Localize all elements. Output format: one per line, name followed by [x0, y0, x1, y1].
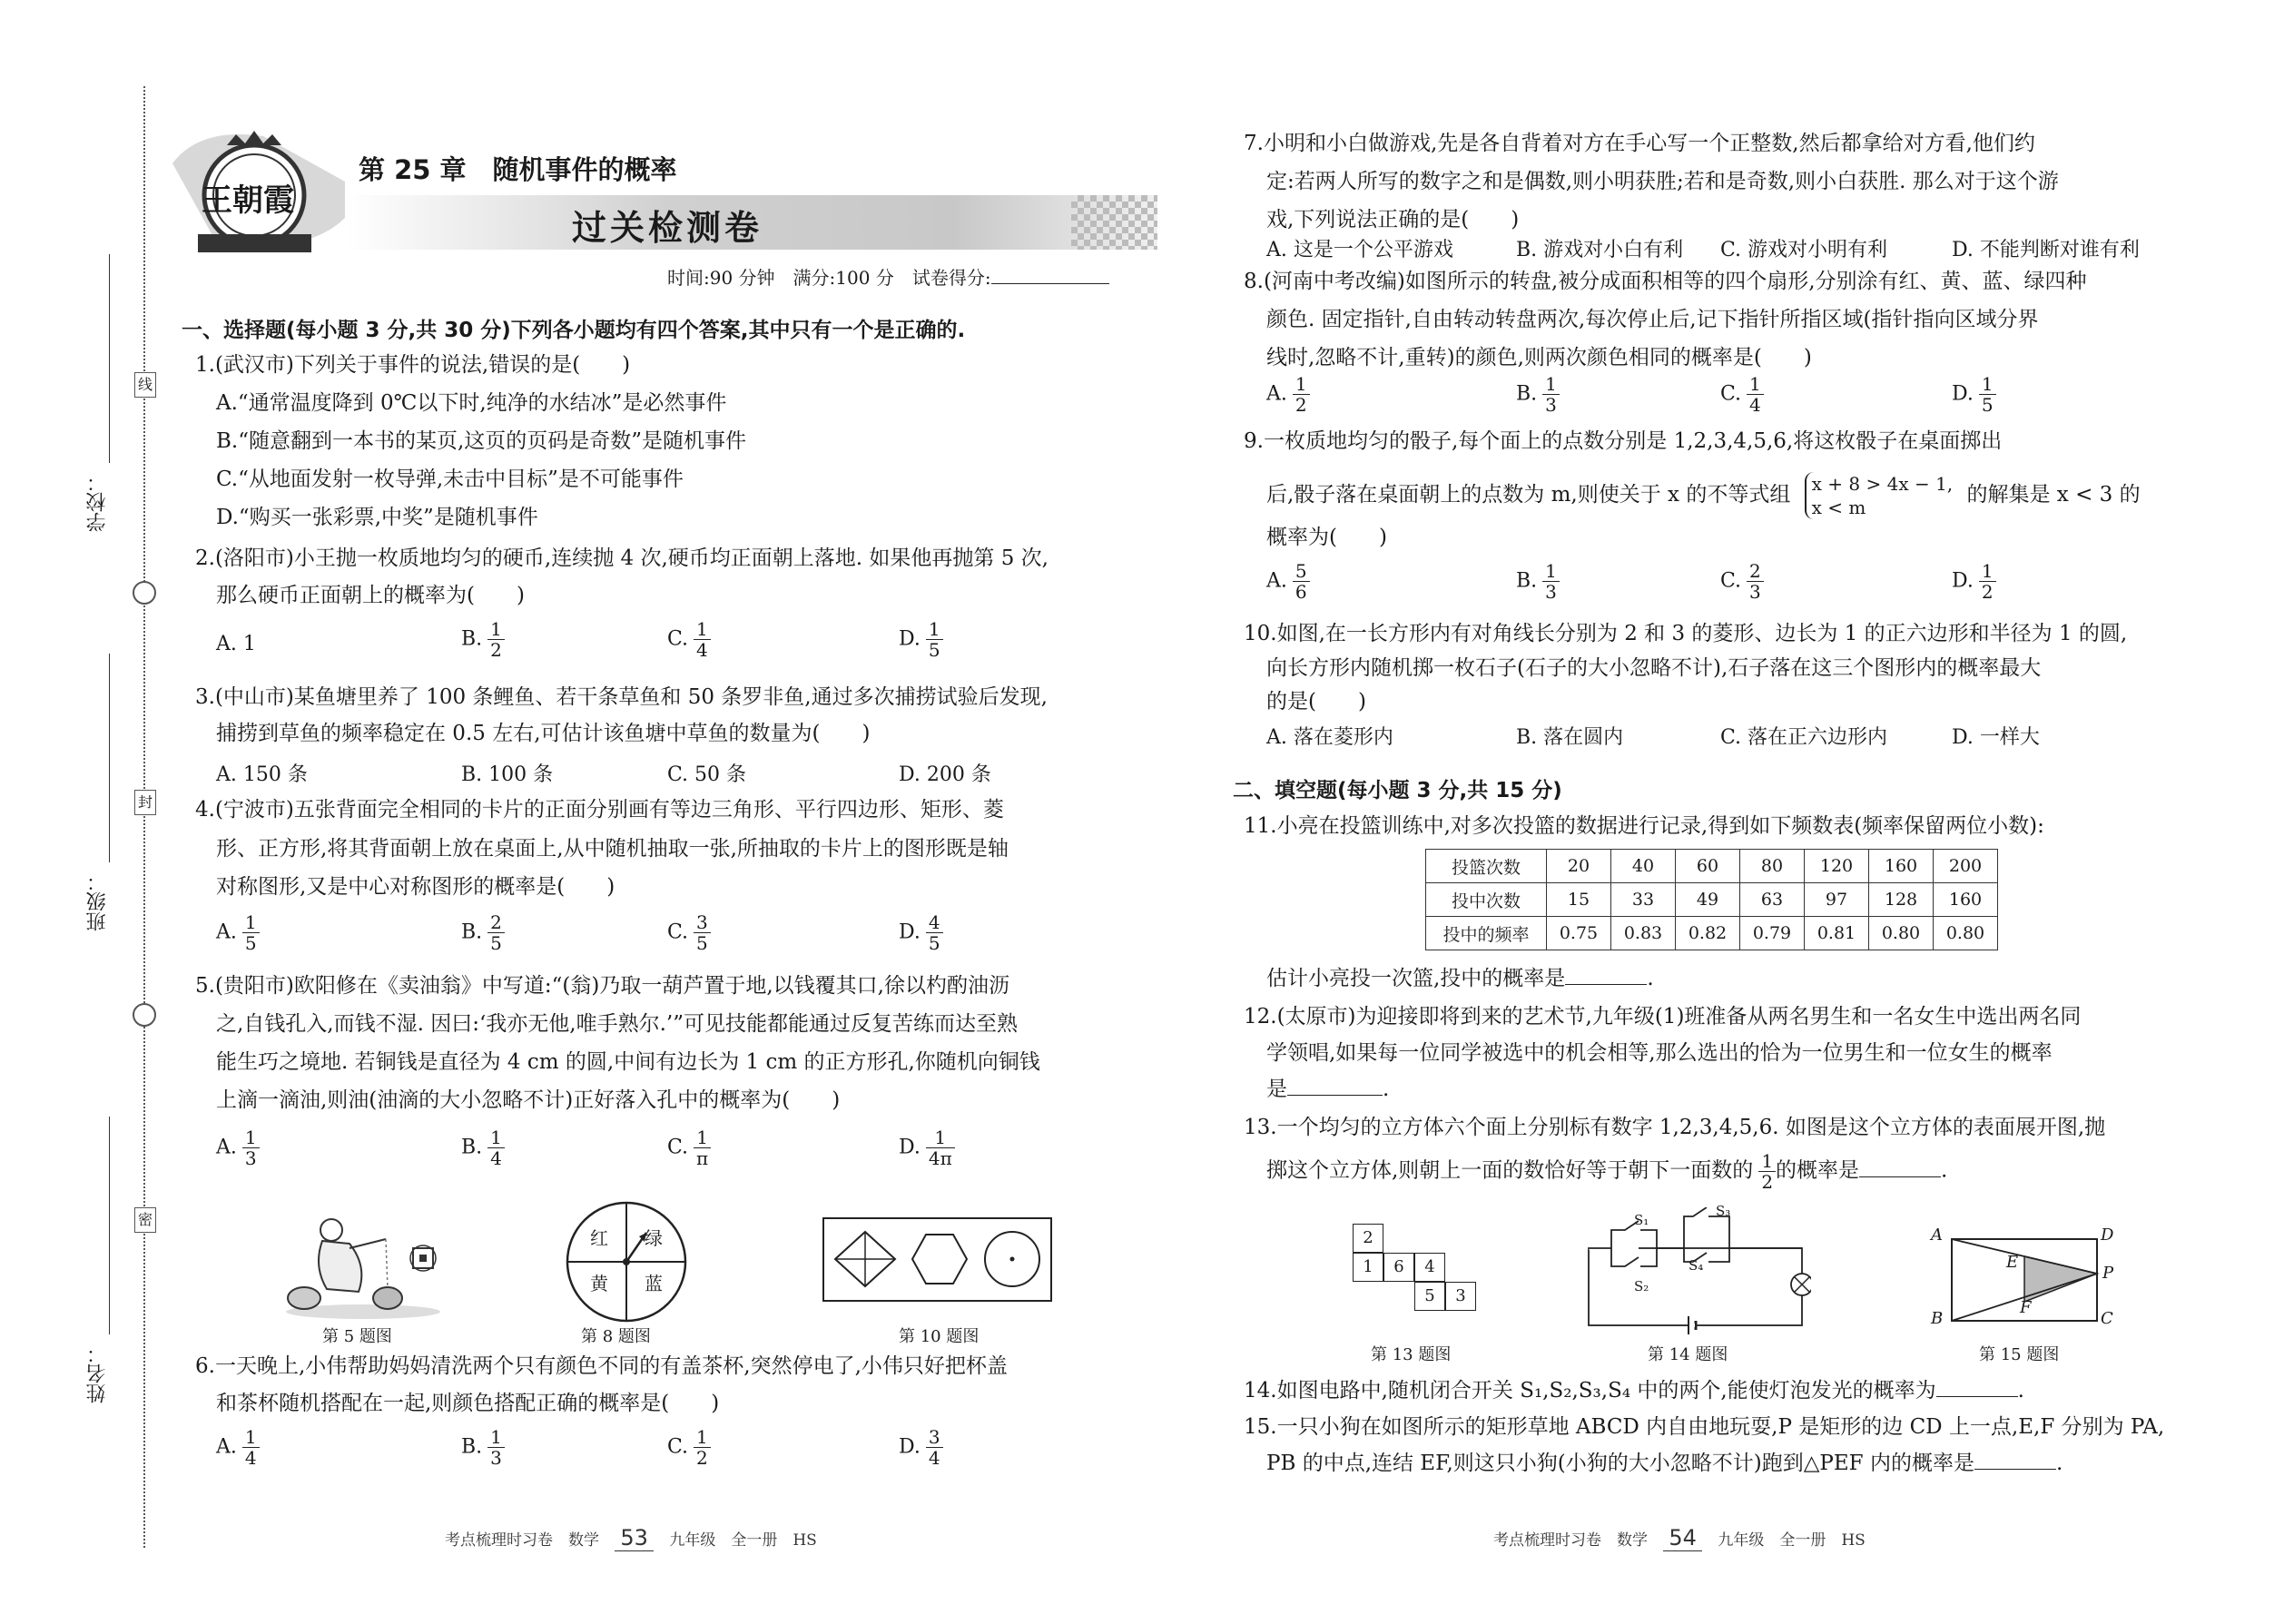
q8-line2: 颜色. 固定指针,自由转动转盘两次,每次停止后,记下指针所指区域(指针指向区域分界 [1266, 308, 2039, 331]
net-cell: 5 [1414, 1282, 1445, 1311]
q2-option-c[interactable]: C. $\frac{1}{4}$ [667, 619, 711, 660]
q14-line1: 14.如图电路中,随机闭合开关 S₁,S₂,S₃,S₄ 中的两个,能使灯泡发光的概率为 . [1244, 1379, 2024, 1403]
table-row: 投中次数 15 33 49 63 97 128 160 [1426, 883, 1998, 917]
q1-option-d[interactable]: D.“购买一张彩票,中奖”是随机事件 [216, 506, 538, 529]
inequality-system: x + 8 > 4x − 1, x < m [1805, 472, 1954, 519]
fig5-oil-seller [277, 1212, 458, 1321]
q10-option-d[interactable]: D. 一样大 [1952, 726, 2040, 749]
q3-option-d[interactable]: D. 200 条 [899, 763, 991, 786]
net-cell: 3 [1445, 1282, 1476, 1311]
q8-option-d[interactable]: D. $\frac{1}{5}$ [1952, 374, 1996, 415]
q1-option-a[interactable]: A.“通常温度降到 0℃以下时,纯净的水结冰”是必然事件 [216, 391, 727, 415]
class-blank [109, 654, 110, 862]
seal-mark-line: 线 [134, 372, 156, 398]
q12-answer-blank[interactable] [1287, 1077, 1383, 1096]
q12-period: . [1383, 1078, 1390, 1101]
page-title: 过关检测卷 [572, 208, 763, 248]
title-band-checker [1071, 195, 1157, 250]
net-cell: 2 [1353, 1224, 1383, 1253]
q2-option-b[interactable]: B. $\frac{1}{2}$ [461, 619, 505, 660]
q14-answer-blank[interactable] [1936, 1378, 2018, 1397]
q4-option-c[interactable]: C. $\frac{3}{5}$ [667, 912, 711, 953]
q14-period: . [2017, 1379, 2024, 1403]
q5-option-c[interactable]: C. $\frac{1}{\pi}$ [667, 1127, 711, 1168]
q11-line1: 11.小亮在投篮训练中,对多次投篮的数据进行记录,得到如下频数表(频率保留两位小数): [1244, 814, 2044, 838]
footer-left-grade: 九年级 全一册 HS [669, 1531, 817, 1550]
q12-line1: 12.(太原市)为迎接即将到来的艺术节,九年级(1)班准备从两名男生和一名女生中选出两名同 [1244, 1005, 2082, 1029]
q1-stem: 1.(武汉市)下列关于事件的说法,错误的是( ) [195, 353, 631, 377]
fig14-caption: 第 14 题图 [1648, 1345, 1728, 1364]
q3-option-b[interactable]: B. 100 条 [461, 763, 554, 786]
q8-option-b[interactable]: B. $\frac{1}{3}$ [1516, 374, 1560, 415]
q7-option-b[interactable]: B. 游戏对小白有利 [1516, 239, 1684, 261]
footer-right [1493, 1525, 1866, 1550]
q6-line2: 和茶杯随机搭配在一起,则颜色搭配正确的概率是( ) [216, 1392, 720, 1415]
q11-answer-blank[interactable] [1565, 966, 1647, 985]
q6-option-c[interactable]: C. $\frac{1}{2}$ [667, 1427, 711, 1468]
point-D: D [2101, 1225, 2114, 1245]
fig15-caption: 第 15 题图 [1979, 1345, 2060, 1364]
point-P: P [2102, 1264, 2114, 1283]
q7-line3: 戏,下列说法正确的是( ) [1266, 208, 1520, 231]
q7-option-c[interactable]: C. 游戏对小明有利 [1720, 239, 1888, 261]
q5-option-a[interactable]: A. $\frac{1}{3}$ [216, 1127, 260, 1168]
q12-line3: 是 . [1266, 1078, 1390, 1101]
switch-s4-label: S₄ [1689, 1257, 1704, 1274]
q10-option-a[interactable]: A. 落在菱形内 [1266, 726, 1393, 749]
q1-option-c[interactable]: C.“从地面发射一枚导弹,未击中目标”是不可能事件 [216, 468, 684, 491]
q9-line2: 后,骰子落在桌面朝上的点数为 m,则使关于 x 的不等式组 x + 8 > 4x − 1, x < m 的解集是 x < 3 的 [1266, 473, 2141, 518]
seal-mark-closed: 密 [134, 1207, 156, 1233]
point-C: C [2101, 1309, 2113, 1328]
q11-period: . [1647, 967, 1654, 990]
frequency-table [1425, 849, 1998, 950]
q9-option-c[interactable]: C. $\frac{2}{3}$ [1720, 561, 1764, 602]
spinner-red: 红 [590, 1227, 608, 1249]
q7-option-a[interactable]: A. 这是一个公平游戏 [1266, 239, 1453, 261]
q7-option-d[interactable]: D. 不能判断对谁有利 [1952, 239, 2140, 261]
q5-line3: 能生巧之境地. 若铜钱是直径为 4 cm 的圆,中间有边长为 1 cm 的正方形孔,你随机向铜钱 [216, 1050, 1040, 1074]
q4-option-a[interactable]: A. $\frac{1}{5}$ [216, 912, 260, 953]
q5-option-b[interactable]: B. $\frac{1}{4}$ [461, 1127, 505, 1168]
exam-meta-text: 时间:90 分钟 满分:100 分 试卷得分: [667, 267, 991, 289]
q7-line2: 定:若两人所写的数字之和是偶数,则小明获胜;若和是奇数,则小白获胜. 那么对于这个游 [1266, 170, 2059, 193]
q3-line1: 3.(中山市)某鱼塘里养了 100 条鲤鱼、若干条草鱼和 50 条罗非鱼,通过多次捕捞试验后发现, [195, 685, 1048, 709]
brand-logo-text: 王朝霞 [202, 182, 294, 219]
fig13-cube-net [1353, 1224, 1475, 1324]
point-A: A [1931, 1225, 1943, 1245]
spinner-yellow: 黄 [590, 1273, 608, 1294]
seal-mark-seal: 封 [134, 790, 156, 815]
q10-line2: 向长方形内随机掷一枚石子(石子的大小忽略不计),石子落在这三个图形内的概率最大 [1266, 656, 2042, 680]
q15-period: . [2055, 1452, 2063, 1475]
q15-line1: 15.一只小狗在如图所示的矩形草地 ABCD 内自由地玩耍,P 是矩形的边 CD 上一点,E,F 分别为 PA, [1244, 1415, 2165, 1439]
q6-line1: 6.一天晚上,小伟帮助妈妈清洗两个只有颜色不同的有盖茶杯,突然停电了,小伟只好把杯盖 [195, 1354, 1008, 1378]
q3-line2: 捕捞到草鱼的频率稳定在 0.5 左右,可估计该鱼塘中草鱼的数量为( ) [216, 722, 871, 745]
switch-s2-label: S₂ [1634, 1278, 1649, 1294]
q4-line1: 4.(宁波市)五张背面完全相同的卡片的正面分别画有等边三角形、平行四边形、矩形、菱 [195, 798, 1004, 822]
q8-option-a[interactable]: A. $\frac{1}{2}$ [1266, 374, 1310, 415]
q11-answer-line: 估计小亮投一次篮,投中的概率是 . [1266, 967, 1654, 990]
q1-option-b[interactable]: B.“随意翻到一本书的某页,这页的页码是奇数”是随机事件 [216, 429, 747, 453]
q8-line1: 8.(河南中考改编)如图所示的转盘,被分成面积相等的四个扇形,分别涂有红、黄、蓝、绿四种 [1244, 270, 2087, 293]
q3-option-a[interactable]: A. 150 条 [216, 763, 308, 786]
section2-heading: 二、填空题(每小题 3 分,共 15 分) [1233, 779, 1562, 802]
school-blank [109, 254, 110, 463]
q13-answer-blank[interactable] [1859, 1158, 1941, 1177]
page-number-right: 54 [1663, 1525, 1702, 1551]
spinner-blue: 蓝 [645, 1273, 663, 1294]
q7-line1: 7.小明和小白做游戏,先是各自背着对方在手心写一个正整数,然后都拿给对方看,他们约 [1244, 132, 2035, 155]
page-number-left: 53 [615, 1525, 654, 1551]
q5-line1: 5.(贵阳市)欧阳修在《卖油翁》中写道:“(翁)乃取一葫芦置于地,以钱覆其口,徐以杓酌油沥 [195, 974, 1009, 998]
fig8-spinner [563, 1198, 690, 1325]
footer-left-series: 考点梳理时习卷 数学 [445, 1531, 599, 1550]
footer-right-grade: 九年级 全一册 HS [1718, 1531, 1866, 1550]
q4-option-d[interactable]: D. $\frac{4}{5}$ [899, 912, 943, 953]
class-label: 班级： [86, 871, 109, 931]
exam-meta [667, 263, 1109, 290]
q8-line3: 线时,忽略不计,重转)的颜色,则两次颜色相同的概率是( ) [1266, 346, 1812, 369]
q15-line2: PB 的中点,连结 EF,则这只小狗(小狗的大小忽略不计)跑到△PEF 内的概率是 . [1266, 1452, 2063, 1475]
name-label: 姓名： [86, 1343, 109, 1403]
q9-option-d[interactable]: D. $\frac{1}{2}$ [1952, 561, 1996, 602]
q9-option-a[interactable]: A. $\frac{5}{6}$ [1266, 561, 1310, 602]
name-blank [109, 1117, 110, 1334]
q13-line1: 13.一个均匀的立方体六个面上分别标有数字 1,2,3,4,5,6. 如图是这个立方体的表面展开图,抛 [1244, 1116, 2106, 1139]
q8-option-c[interactable]: C. $\frac{1}{4}$ [1720, 374, 1764, 415]
school-label: 学校： [86, 472, 109, 532]
spinner-green: 绿 [645, 1227, 663, 1249]
table-row: 投中的频率 0.75 0.83 0.82 0.79 0.81 0.80 0.80 [1426, 917, 1998, 950]
q4-line2: 形、正方形,将其背面朝上放在桌面上,从中随机抽取一张,所抽取的卡片上的图形既是轴 [216, 837, 1009, 861]
fig10-caption: 第 10 题图 [899, 1327, 980, 1346]
q13-line2: 掷这个立方体,则朝上一面的数恰好等于朝下一面数的 $\frac{1}{2}$ 的概率是 . [1266, 1150, 1948, 1193]
score-blank[interactable] [991, 267, 1109, 284]
table-row: 投篮次数 20 40 60 80 120 160 200 [1426, 850, 1998, 883]
q13-period: . [1941, 1158, 1948, 1183]
point-E: E [2006, 1253, 2019, 1272]
fig13-caption: 第 13 题图 [1371, 1345, 1452, 1364]
switch-s1-label: S₁ [1634, 1212, 1649, 1228]
footer-left [445, 1525, 817, 1550]
point-B: B [1931, 1309, 1944, 1328]
q4-line3: 对称图形,又是中心对称图形的概率是( ) [216, 875, 615, 899]
q15-answer-blank[interactable] [1974, 1451, 2056, 1470]
q5-line2: 之,自钱孔入,而钱不湿. 因曰:‘我亦无他,唯手熟尔.’”可见技能都能通过反复苦练而达至熟 [216, 1012, 1018, 1036]
q2-option-d[interactable]: D. $\frac{1}{5}$ [899, 619, 943, 660]
binding-line [143, 86, 145, 1548]
q4-option-b[interactable]: B. $\frac{2}{5}$ [461, 912, 505, 953]
fig8-caption: 第 8 题图 [581, 1327, 651, 1346]
q6-option-d[interactable]: D. $\frac{3}{4}$ [899, 1427, 943, 1468]
binding-hole-icon [133, 581, 156, 605]
net-cell: 1 [1353, 1253, 1383, 1282]
fig5-caption: 第 5 题图 [322, 1327, 392, 1346]
q3-option-c[interactable]: C. 50 条 [667, 763, 747, 786]
q2-option-a[interactable]: A. 1 [216, 633, 256, 655]
q5-line4: 上滴一滴油,则油(油滴的大小忽略不计)正好落入孔中的概率为( ) [216, 1088, 841, 1112]
q9-line3: 概率为( ) [1266, 526, 1387, 549]
q2-line1: 2.(洛阳市)小王抛一枚质地均匀的硬币,连续抛 4 次,硬币均正面朝上落地. 如果他再抛第 5 次, [195, 546, 1049, 570]
q9-option-b[interactable]: B. $\frac{1}{3}$ [1516, 561, 1560, 602]
section1-heading: 一、选择题(每小题 3 分,共 30 分)下列各小题均有四个答案,其中只有一个是正确的. [182, 319, 966, 342]
q10-option-c[interactable]: C. 落在正六边形内 [1720, 726, 1888, 749]
point-F: F [2020, 1298, 2032, 1317]
switch-s3-label: S₃ [1716, 1203, 1731, 1219]
q10-option-b[interactable]: B. 落在圆内 [1516, 726, 1624, 749]
net-cell: 4 [1414, 1253, 1445, 1282]
q10-line1: 10.如图,在一长方形内有对角线长分别为 2 和 3 的菱形、边长为 1 的正六边形和半径为 1 的圆, [1244, 622, 2128, 645]
binding-hole-icon [133, 1003, 156, 1027]
net-cell: 6 [1383, 1253, 1414, 1282]
q12-line2: 学领唱,如果每一位同学被选中的机会相等,那么选出的恰为一位男生和一位女生的概率 [1266, 1041, 2053, 1065]
q6-option-b[interactable]: B. $\frac{1}{3}$ [461, 1427, 505, 1468]
chapter-title: 第 25 章 随机事件的概率 [359, 154, 677, 185]
q2-line2: 那么硬币正面朝上的概率为( ) [216, 584, 525, 607]
q10-line3: 的是( ) [1266, 690, 1366, 714]
q9-line1: 9.一枚质地均匀的骰子,每个面上的点数分别是 1,2,3,4,5,6,将这枚骰子在桌面掷出 [1244, 429, 2003, 453]
q6-option-a[interactable]: A. $\frac{1}{4}$ [216, 1427, 260, 1468]
fig10-shapes [822, 1216, 1053, 1303]
q5-option-d[interactable]: D. $\frac{1}{4\pi}$ [899, 1127, 955, 1168]
footer-right-series: 考点梳理时习卷 数学 [1493, 1531, 1648, 1550]
